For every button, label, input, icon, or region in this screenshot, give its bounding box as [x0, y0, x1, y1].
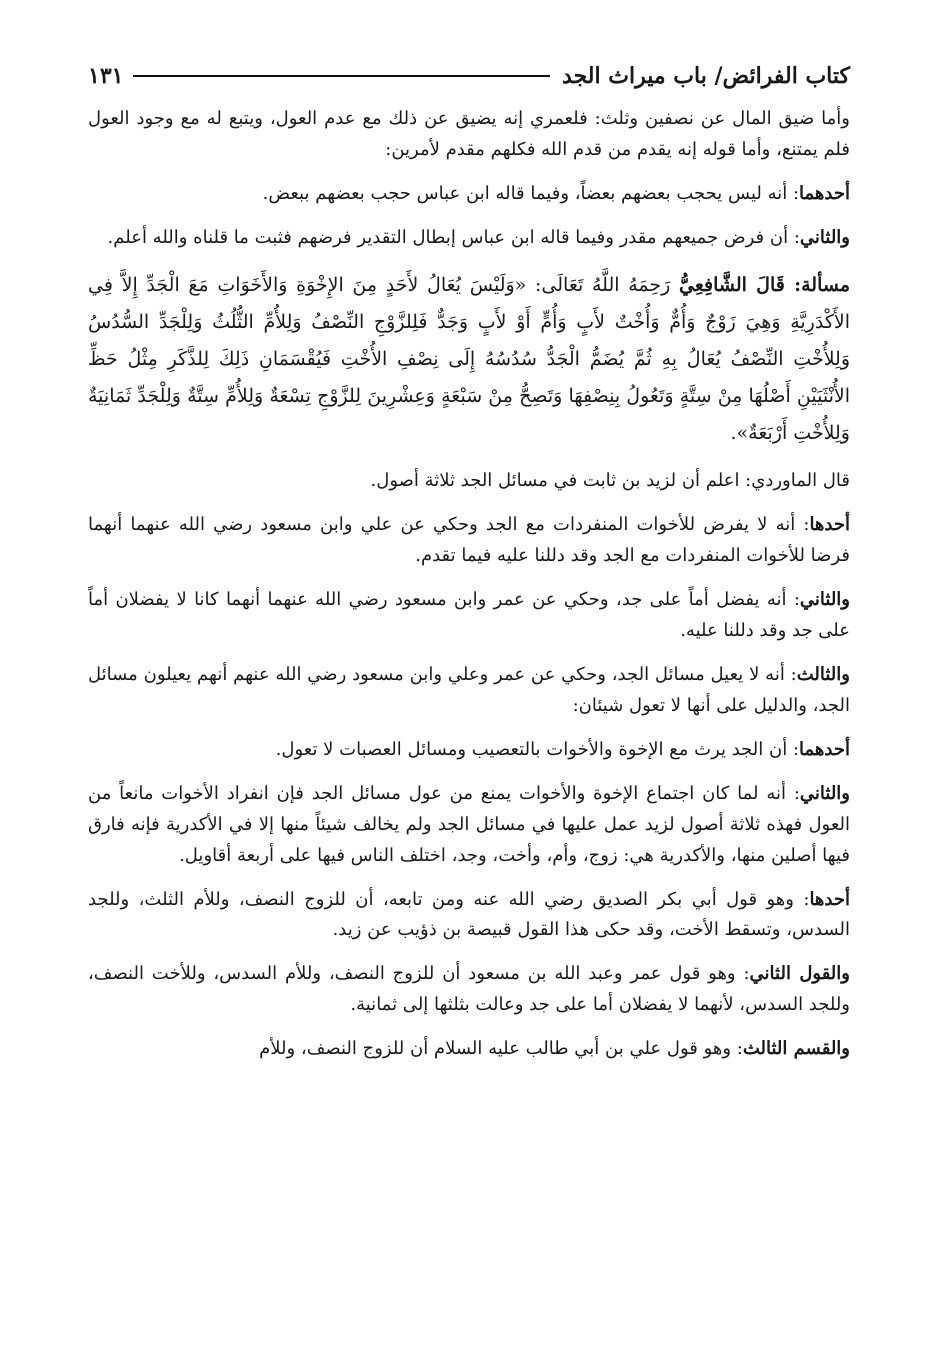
paragraph-1: وأما ضيق المال عن نصفين وثلث: فلعمري إنه يضيق عن ذلك مع عدم العول، ويتبع له مع وجود العول فلم يمتنع، وأما قوله إنه يقدم من قدم الله فكلهم مقدم لأمرين:	[88, 108, 850, 160]
running-header-title: كتاب الفرائض/ باب ميراث الجد	[562, 63, 850, 89]
header-rule	[133, 75, 550, 77]
paragraph-5: قال الماوردي: اعلم أن لزيد بن ثابت في مسائل الجد ثلاثة أصول.	[370, 470, 850, 492]
paragraph-6: أحدها: أنه لا يفرض للأخوات المنفردات مع الجد وحكي عن علي وابن مسعود رضي الله عنهما أنهما فرضا للأخوات المنفردات مع الجد وقد دللنا عليه فيما تقدم.	[88, 514, 850, 566]
paragraph-2: أحدهما: أنه ليس يحجب بعضهم بعضاً، وفيما قاله ابن عباس حجب بعضهم ببعض.	[262, 182, 850, 204]
matn-quotation: مسألة: قَالَ الشَّافِعِيُّ رَحِمَهُ اللَّهُ تَعَالَى: «وَلَيْسَ يُعَالُ لأَحَدٍ مِنَ الإِخْوَةِ وَالأَخَوَاتِ مَعَ الْجَدِّ إِلاَّ فِي الأَكْدَرِيَّةِ وَهِيَ زَوْجٌ وَأُمٌّ وَأُخْتٌ لأَبٍ وَأُمٍّ أَوْ لأَبٍ وَجَدٌّ فَلِلزَّوْجِ النِّصْفُ وَلِلأُمِّ الثُّلُثُ وَلِلْجَدِّ السُّدُسُ وَلِلأُخْتِ النِّصْفُ يُعَالُ بِهِ ثُمَّ يُضَمُّ الْجَدُّ سُدُسُهُ إِلَى نِصْفِ الأُخْتِ فَيُقْسَمَانِ ذَلِكَ لِلذَّكَرِ مِثْلُ حَظِّ الأُنْثَيَيْنِ أَصْلُهَا مِنْ سِتَّةٍ وَتَعُولُ بِنِصْفِهَا وَتَصِحُّ مِنْ سَبْعَةٍ وَعِشْرِينَ لِلزَّوْجِ تِسْعَةٌ وَلِلأُمِّ سِتَّةٌ وَلِلْجَدِّ ثَمَانِيَةٌ وَلِلأُخْتِ أَرْبَعَةٌ».	[88, 273, 851, 444]
paragraph-11: أحدها: وهو قول أبي بكر الصديق رضي الله عنه ومن تابعه، أن للزوج النصف، وللأم الثلث، وللجد السدس، وتسقط الأخت، وقد حكى هذا القول قبيصة بن ذؤيب عن زيد.	[88, 888, 850, 941]
paragraph-13: والقسم الثالث: وهو قول علي بن أبي طالب عليه السلام أن للزوج النصف، وللأم	[259, 1038, 850, 1060]
paragraph-9: أحدهما: أن الجد يرث مع الإخوة والأخوات بالتعصيب ومسائل العصبات لا تعول.	[275, 738, 850, 760]
page-number: ١٣١	[88, 63, 124, 89]
book-page	[88, 56, 850, 1078]
paragraph-3: والثاني: أن فرض جميعهم مقدر وفيما قاله ابن عباس إبطال التقدير فرضهم فثبت ما قلناه والله أعلم.	[107, 226, 850, 248]
paragraph-12: والقول الثاني: وهو قول عمر وعبد الله بن مسعود أن للزوج النصف، وللأم السدس، وللأخت النصف، وللجد السدس، لأنهما لا يفضلان أما على جد وعالت بثلثها إلى ثمانية.	[88, 963, 850, 1016]
paragraph-7: والثاني: أنه يفضل أماً على جد، وحكي عن عمر وابن مسعود رضي الله عنهما أنهما كانا لا يفضلان أماً على جد وقد دللنا عليه.	[88, 588, 850, 641]
paragraph-8: والثالث: أنه لا يعيل مسائل الجد، وحكي عن عمر وعلي وابن مسعود رضي الله عنهم أنهم يعيلون مسائل الجد، والدليل على أنها لا تعول شيئان:	[88, 663, 850, 716]
running-header	[88, 56, 850, 96]
paragraph-10: والثاني: أنه لما كان اجتماع الإخوة والأخوات يمنع من عول مسائل الجد فإن انفراد الأخوات مانعاً من العول فهذه ثلاثة أصول لزيد عمل عليها في مسائل الجد ولم يخالف شيئاً منها إلا في الأكدرية فإنه فارق فيها أصلين منها، والأكدرية هي: زوج، وأم، وأخت، وجد، اختلف الناس فيها على أربعة أقاويل.	[88, 782, 850, 866]
